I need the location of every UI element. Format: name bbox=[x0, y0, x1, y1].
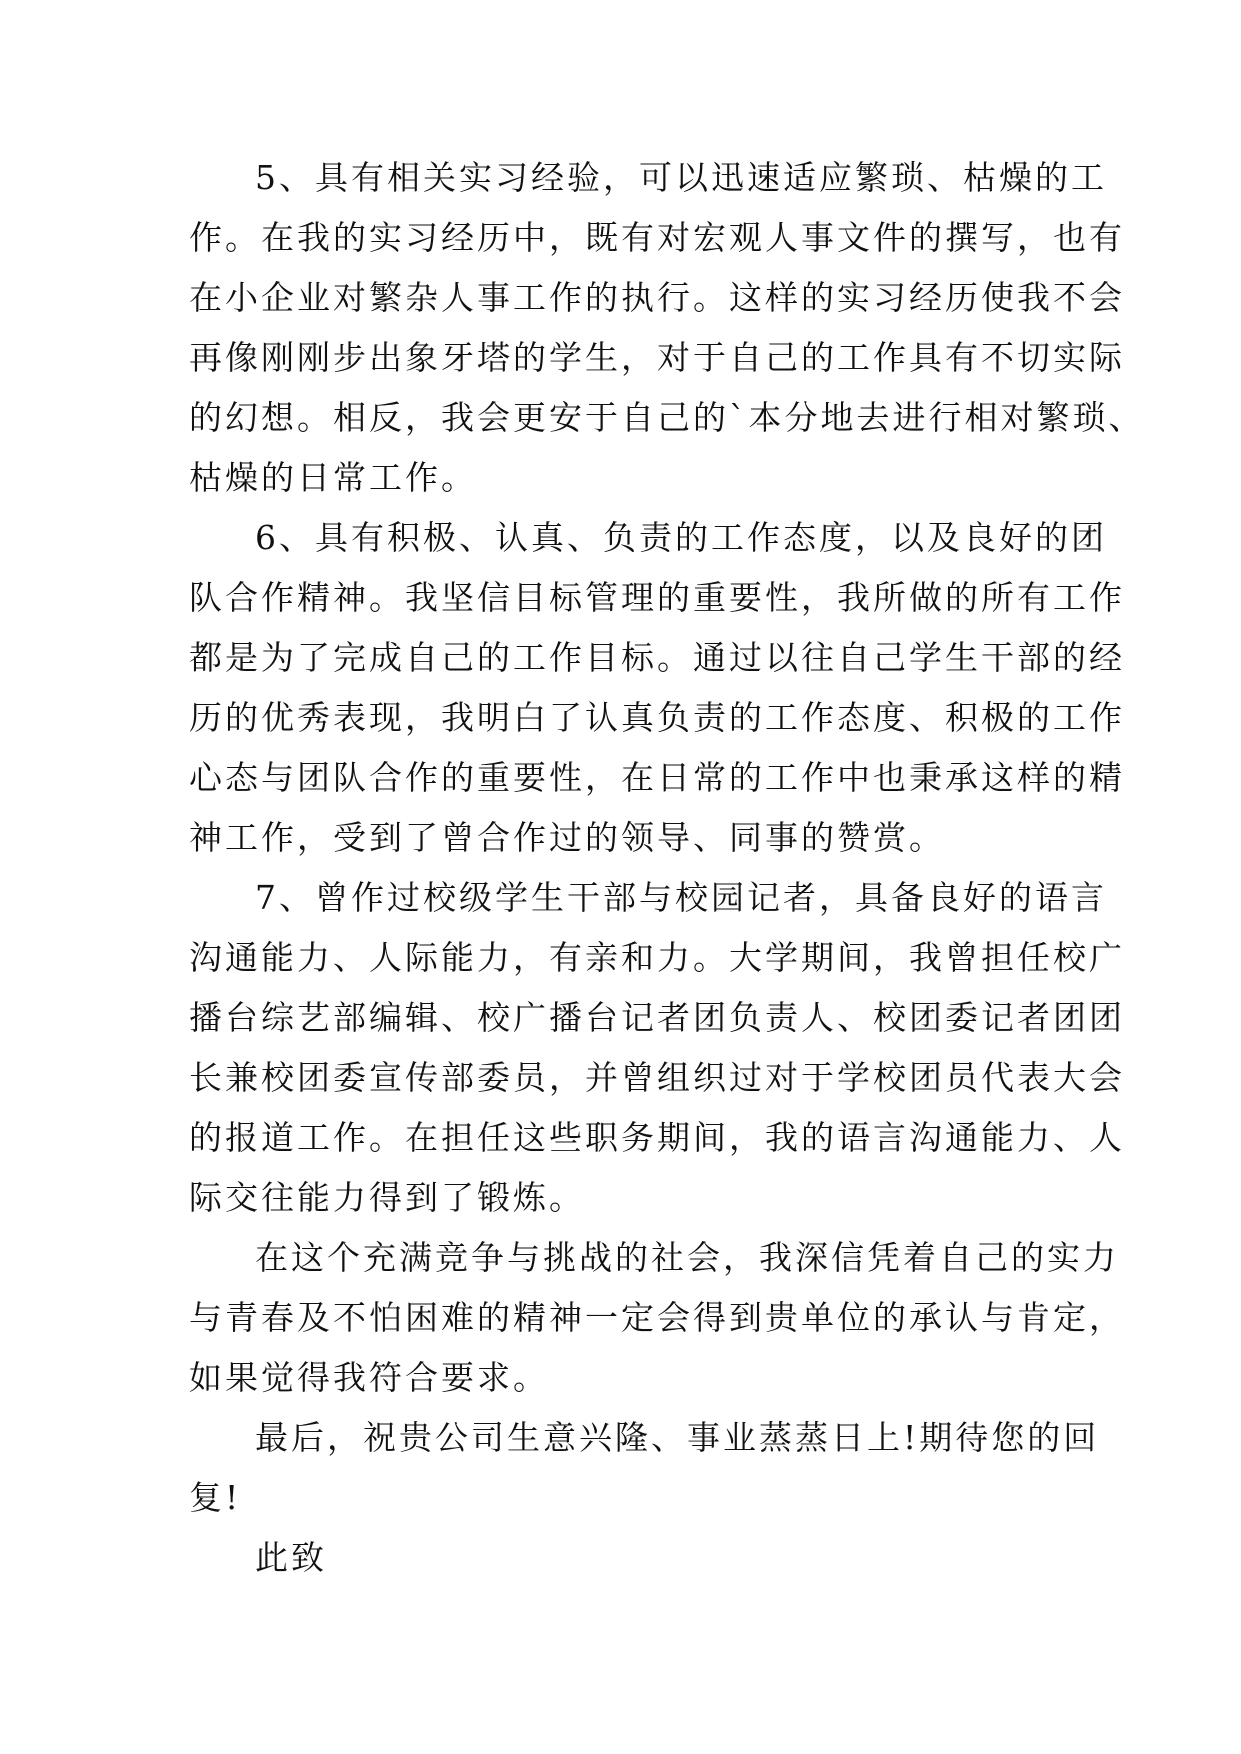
paragraph-6-line-5: 心态与团队合作的重要性，在日常的工作中也秉承这样的精 bbox=[189, 758, 1125, 797]
paragraph-5-line-5: 的幻想。相反，我会更安于自己的`本分地去进行相对繁琐、 bbox=[189, 398, 1145, 437]
paragraph-5-line-6: 枯燥的日常工作。 bbox=[189, 458, 477, 497]
paragraph-5-line-2: 作。在我的实习经历中，既有对宏观人事文件的撰写，也有 bbox=[189, 218, 1125, 257]
paragraph-5-line-4: 再像刚刚步出象牙塔的学生，对于自己的工作具有不切实际 bbox=[189, 338, 1125, 377]
paragraph-6-line-2: 队合作精神。我坚信目标管理的重要性，我所做的所有工作 bbox=[189, 578, 1125, 617]
paragraph-5-line-1: 5、具有相关实习经验，可以迅速适应繁琐、枯燥的工 bbox=[255, 158, 1107, 197]
wishes-paragraph-line-2: 复! bbox=[189, 1478, 242, 1517]
letter-body bbox=[189, 148, 1145, 1588]
paragraph-6-line-6: 神工作，受到了曾合作过的领导、同事的赞赏。 bbox=[189, 818, 945, 857]
paragraph-6-line-3: 都是为了完成自己的工作目标。通过以往自己学生干部的经 bbox=[189, 638, 1125, 677]
paragraph-7-line-1: 7、曾作过校级学生干部与校园记者，具备良好的语言 bbox=[255, 878, 1107, 917]
paragraph-6-line-4: 历的优秀表现，我明白了认真负责的工作态度、积极的工作 bbox=[189, 698, 1125, 737]
paragraph-6-line-1: 6、具有积极、认真、负责的工作态度，以及良好的团 bbox=[255, 518, 1107, 557]
salutation-cizhi: 此致 bbox=[255, 1538, 327, 1577]
paragraph-7-line-2: 沟通能力、人际能力，有亲和力。大学期间，我曾担任校广 bbox=[189, 938, 1125, 977]
wishes-paragraph-line-1: 最后，祝贵公司生意兴隆、事业蒸蒸日上!期待您的回 bbox=[255, 1418, 1100, 1457]
closing-paragraph-line-3: 如果觉得我符合要求。 bbox=[189, 1358, 549, 1397]
closing-paragraph-line-1: 在这个充满竞争与挑战的社会，我深信凭着自己的实力 bbox=[255, 1238, 1119, 1277]
paragraph-5-line-3: 在小企业对繁杂人事工作的执行。这样的实习经历使我不会 bbox=[189, 278, 1125, 317]
closing-paragraph-line-2: 与青春及不怕困难的精神一定会得到贵单位的承认与肯定， bbox=[189, 1298, 1125, 1337]
paragraph-7-line-3: 播台综艺部编辑、校广播台记者团负责人、校团委记者团团 bbox=[189, 998, 1125, 1037]
paragraph-7-line-4: 长兼校团委宣传部委员，并曾组织过对于学校团员代表大会 bbox=[189, 1058, 1125, 1097]
paragraph-7-line-5: 的报道工作。在担任这些职务期间，我的语言沟通能力、人 bbox=[189, 1118, 1125, 1157]
paragraph-7-line-6: 际交往能力得到了锻炼。 bbox=[189, 1178, 585, 1217]
